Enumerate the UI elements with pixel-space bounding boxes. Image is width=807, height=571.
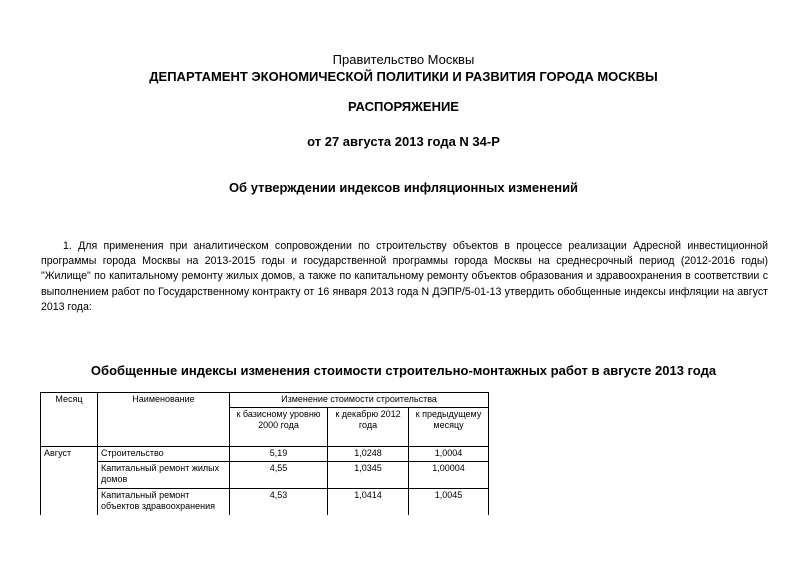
table-title: Обобщенные индексы изменения стоимости строительно-монтажных работ в августе 2013 года [90,363,717,378]
row-name: Строительство [98,446,230,461]
document-date-number: от 27 августа 2013 года N 34-Р [307,134,500,149]
header-month: Месяц [41,393,98,447]
header-base: к базисному уровню 2000 года [230,407,328,446]
header-change: Изменение стоимости строительства [230,393,489,408]
row-prev: 1,00004 [409,461,489,488]
table-header-row [41,393,489,408]
row-base: 4,55 [230,461,328,488]
row-dec: 1,0414 [328,488,409,515]
month-cell: Август [41,446,98,515]
table-row [41,461,489,488]
row-prev: 1,0004 [409,446,489,461]
government-name: Правительство Москвы [332,52,475,67]
row-name: Капитальный ремонт объектов здравоохранения [98,488,230,515]
table-row [41,488,489,515]
header-prev: к предыдущему месяцу [409,407,489,446]
department-name: ДЕПАРТАМЕНТ ЭКОНОМИЧЕСКОЙ ПОЛИТИКИ И РАЗВИТИЯ ГОРОДА МОСКВЫ [149,69,658,84]
header-name: Наименование [98,393,230,447]
document-type: РАСПОРЯЖЕНИЕ [348,99,459,114]
row-base: 5,19 [230,446,328,461]
row-dec: 1,0345 [328,461,409,488]
header-dec: к декабрю 2012 года [328,407,409,446]
indices-table [40,392,489,515]
row-name: Капитальный ремонт жилых домов [98,461,230,488]
row-base: 4,53 [230,488,328,515]
body-paragraph-text: 1. Для применения при аналитическом сопровождении по строительству объектов в процессе реализации Адресной инвестиционной программы города Москвы на 2013-2015 годы и государственной программы города Москвы на среднесрочный период (2012-2016 годы) "Жилище" по капитальному ремонту жилых домов, а также по капитальному ремонту объектов образования и здравоохранения в соответствии с выполнением работ по Государственному контракту от 16 января 2013 года N ДЭПР/5-01-13 утвердить обобщенные индексы инфляции на август 2013 года: [41,240,768,313]
row-dec: 1,0248 [328,446,409,461]
table-row [41,446,489,461]
body-paragraph [41,239,768,315]
row-prev: 1,0045 [409,488,489,515]
document-subject: Об утверждении индексов инфляционных изменений [228,180,579,195]
